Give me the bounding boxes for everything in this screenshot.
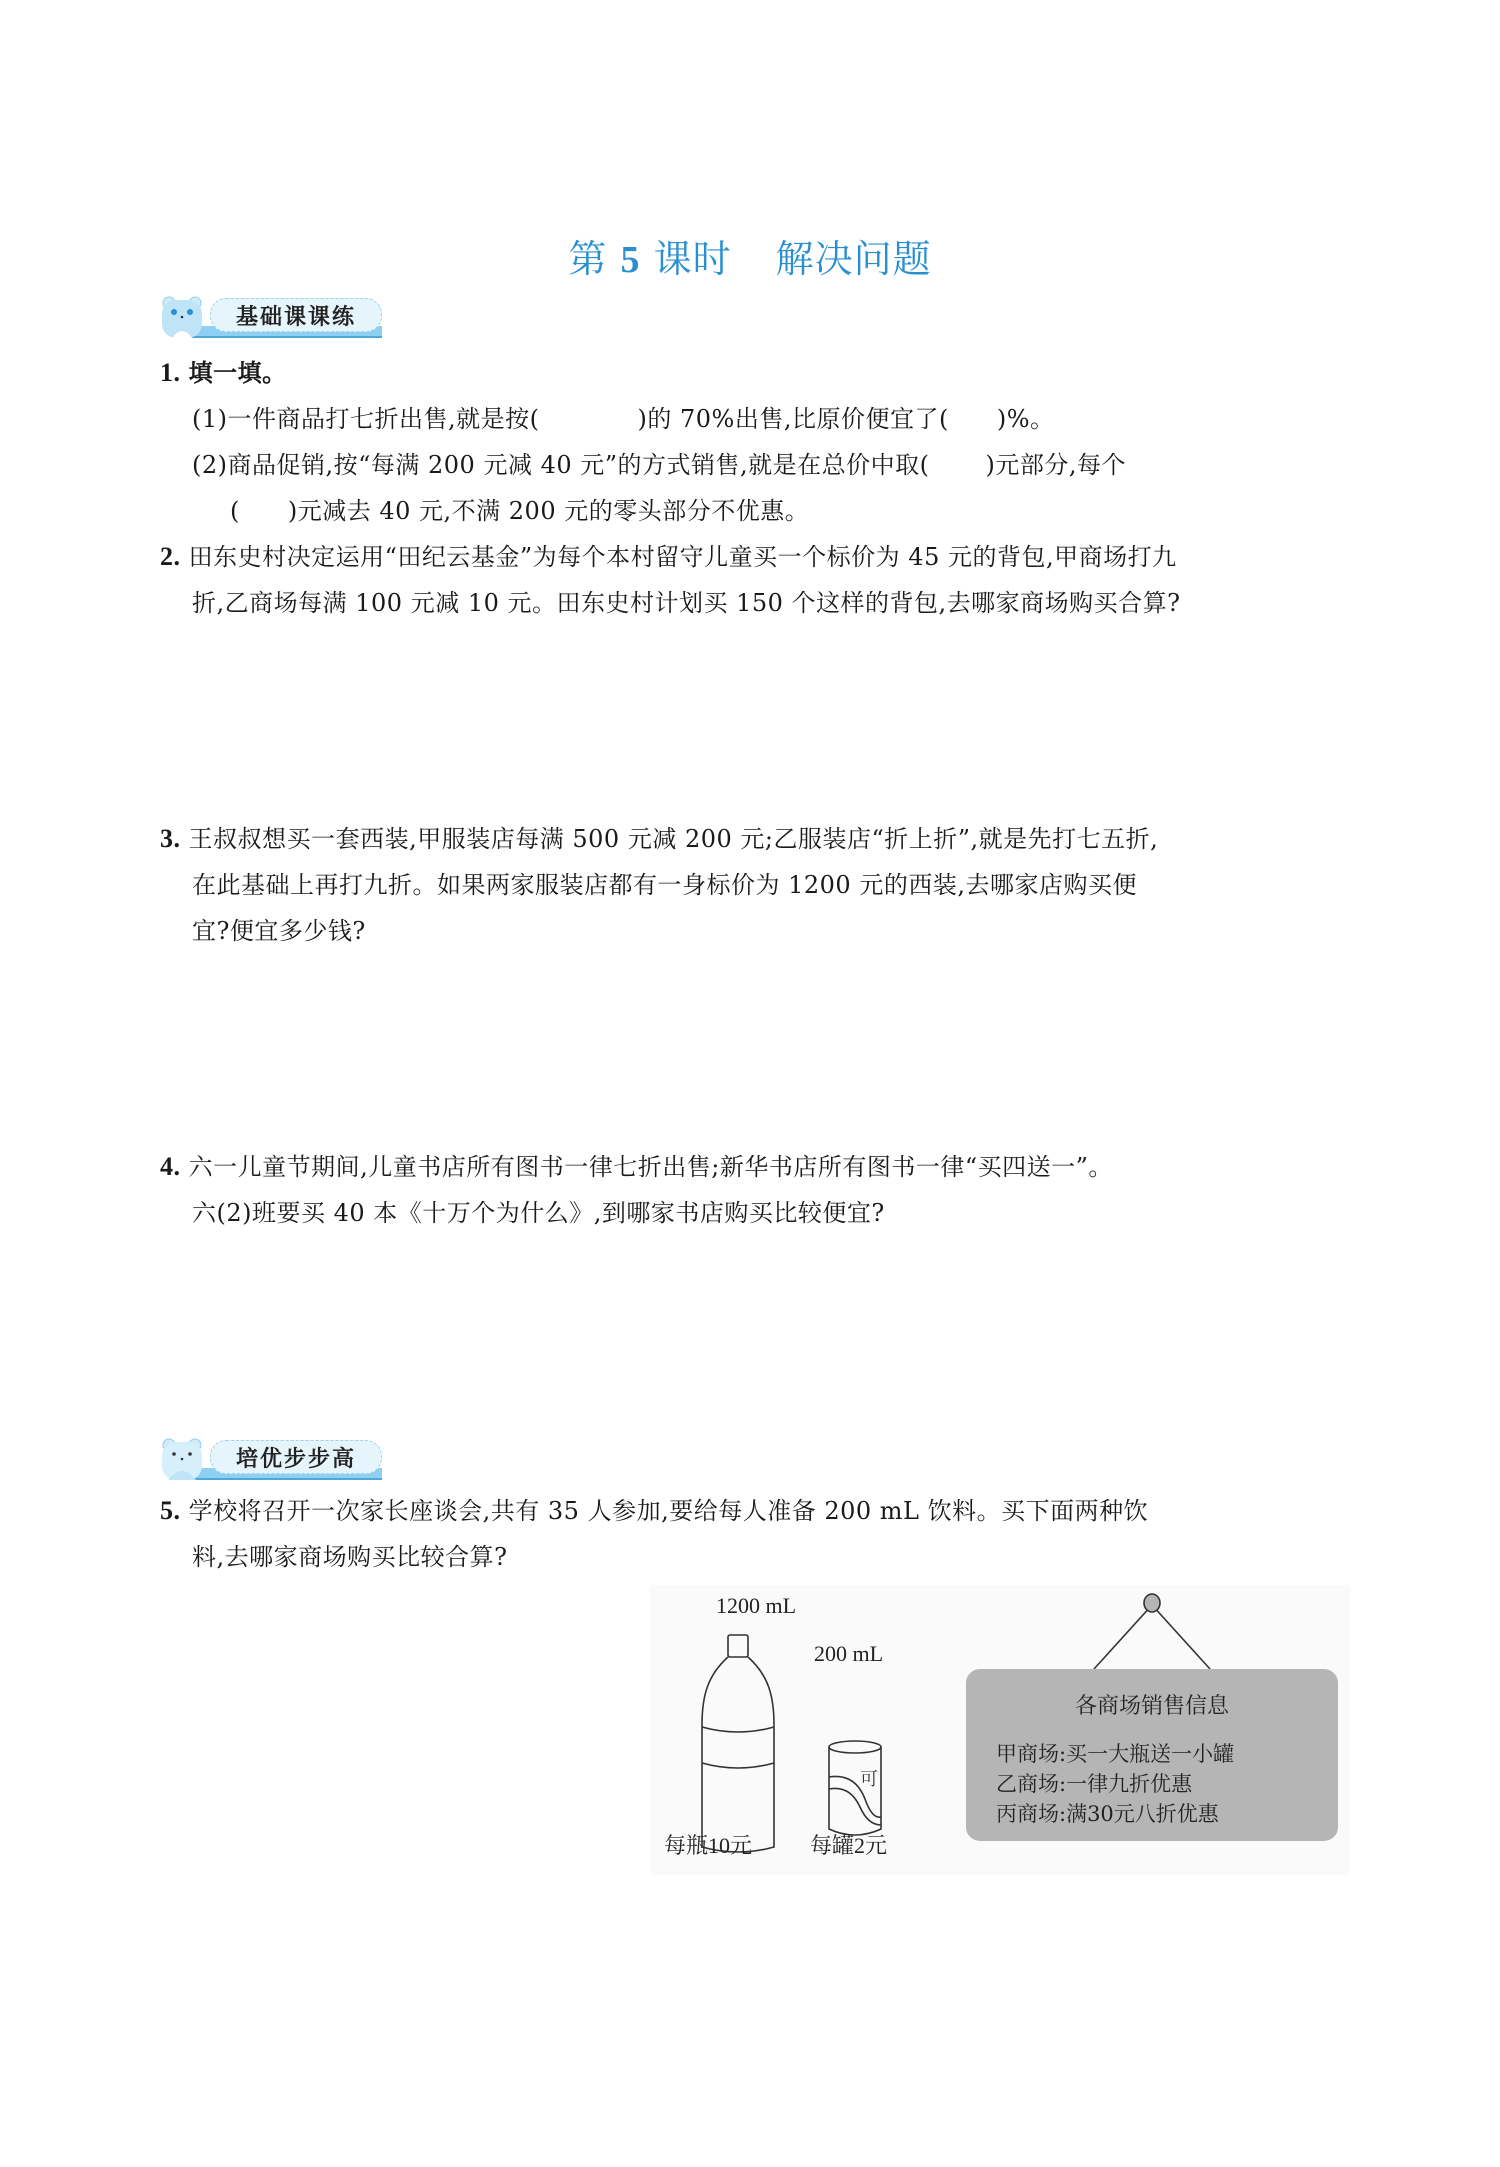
- question-number: 1.: [160, 358, 181, 387]
- answer-area-5[interactable]: [160, 1890, 1350, 2090]
- question-3: 3. 王叔叔想买一套西装,甲服装店每满 500 元减 200 元;乙服装店“折上折”,就是先打七五折, 在此基础上再打九折。如果两家服装店都有一身标价为 1200 元的西装,去哪家店购买便 宜?便宜多少钱?: [160, 824, 1159, 945]
- section-header-advanced: [160, 1434, 382, 1480]
- title-prefix: 第: [568, 237, 608, 281]
- question-1-part-2: (2)商品促销,按“每满 200 元减 40 元”的方式销售,就是在总价中取( )元部分,每个: [192, 451, 1127, 479]
- answer-area-3[interactable]: [160, 960, 1350, 1140]
- answer-area-4[interactable]: [160, 1240, 1350, 1420]
- section-label: 基础课课练: [210, 298, 382, 332]
- question-1-part-1: (1)一件商品打七折出售,就是按( )的 70%出售,比原价便宜了( )%。: [192, 405, 1055, 433]
- answer-area-2[interactable]: [160, 630, 1350, 810]
- can-volume: 200 mL: [814, 1641, 884, 1666]
- question-1-part-2-cont: ( )元减去 40 元,不满 200 元的零头部分不优惠。: [230, 497, 810, 525]
- sales-info-sign: [966, 1669, 1338, 1841]
- bottle-icon: [702, 1635, 774, 1852]
- sign-row-bing: 丙商场:满30元八折优惠: [996, 1802, 1219, 1826]
- question-4: 4. 六一儿童节期间,儿童书店所有图书一律七折出售;新华书店所有图书一律“买四送一”。 六(2)班要买 40 本《十万个为什么》,到哪家书店购买比较便宜?: [160, 1152, 1113, 1227]
- drinks-illustration: [650, 1585, 1350, 1875]
- bear-mascot-icon: [160, 294, 204, 338]
- sign-hanger: [1094, 1594, 1210, 1669]
- question-1: [160, 350, 1350, 534]
- bear-mascot-icon: [160, 1436, 204, 1480]
- can-price: 每罐2元: [810, 1833, 888, 1858]
- section-header-basic: [160, 292, 382, 338]
- sign-row-jia: 甲商场:买一大瓶送一小罐: [996, 1742, 1235, 1766]
- lesson-number: 5: [620, 239, 641, 281]
- title-unit: 课时: [653, 237, 732, 281]
- page-title: [0, 228, 1500, 283]
- bottle-volume: 1200 mL: [716, 1593, 797, 1618]
- question-5: 5. 学校将召开一次家长座谈会,共有 35 人参加,要给每人准备 200 mL 饮料。买下面两种饮 料,去哪家商场购买比较合算?: [160, 1496, 1149, 1571]
- sign-row-yi: 乙商场:一律九折优惠: [996, 1772, 1193, 1796]
- can-icon: [829, 1741, 881, 1835]
- bottle-price: 每瓶10元: [664, 1833, 753, 1858]
- title-topic: 解决问题: [775, 237, 932, 281]
- sign-title: 各商场销售信息: [1074, 1694, 1229, 1719]
- section-label: 培优步步高: [210, 1440, 382, 1474]
- question-2: 2. 田东史村决定运用“田纪云基金”为每个本村留守儿童买一个标价为 45 元的背包,甲商场打九 折,乙商场每满 100 元减 10 元。田东史村计划买 150 个这样的背包,去哪家商场购买合算?: [160, 542, 1181, 617]
- question-heading: 填一填。: [188, 358, 287, 387]
- svg-text:可: 可: [860, 1769, 878, 1790]
